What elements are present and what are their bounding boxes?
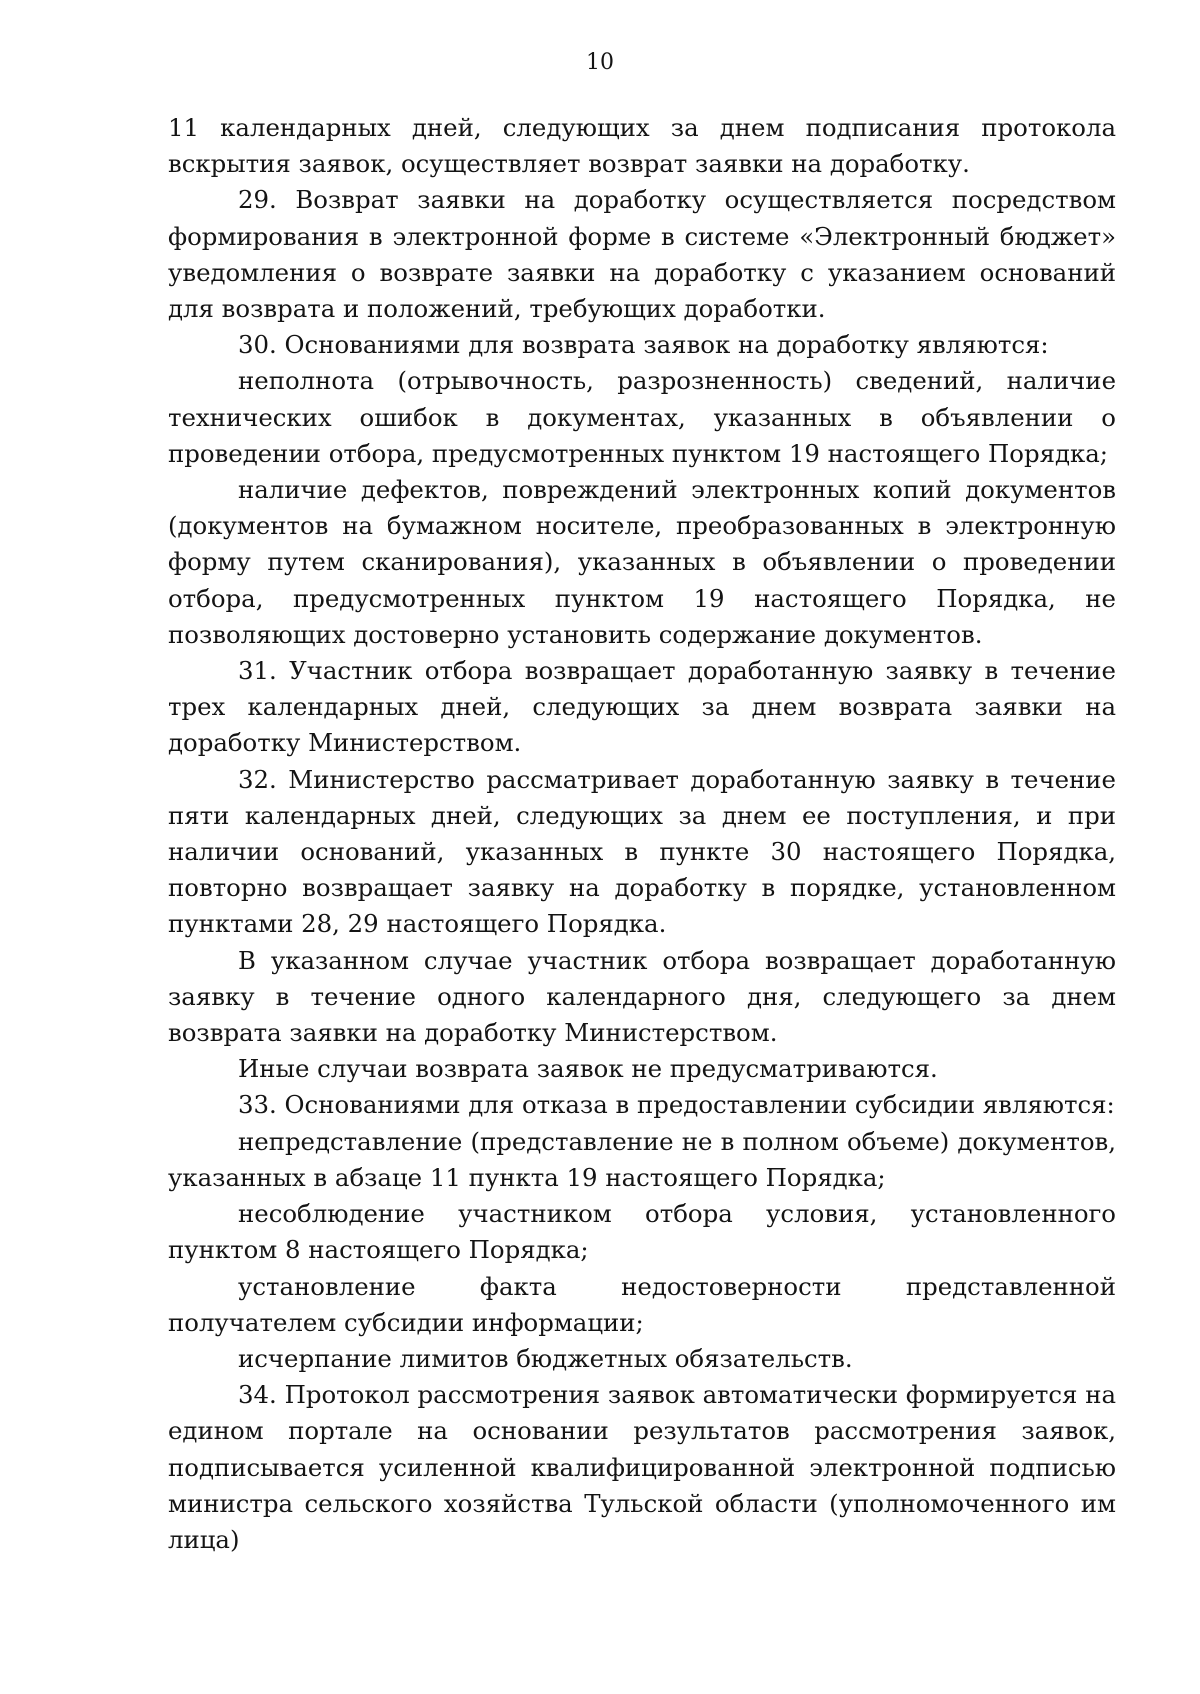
paragraph-other-cases: Иные случаи возврата заявок не предусматриваются. [238,1054,938,1084]
paragraph-item-33-ground-4: исчерпание лимитов бюджетных обязательств. [238,1343,853,1373]
paragraph-item-32-addendum: В указанном случае участник отбора возвращает доработанную заявку в течение одного календарного дня, следующего за днем возврата заявки на доработку Министерством. [168,945,1116,1048]
paragraph-continuation: 11 календарных дней, следующих за днем подписания протокола вскрытия заявок, осуществляет возврат заявки на доработку. [168,113,1116,179]
page-number: 10 [586,50,614,75]
paragraph-item-30-ground-1: неполнота (отрывочность, разрозненность) сведений, наличие технических ошибок в документах, указанных в объявлении о проведении отбора, предусмотренных пунктом 19 настоящего Порядка; [168,366,1116,468]
paragraph-item-32: 32. Министерство рассматривает доработанную заявку в течение пяти календарных дней, следующих за днем ее поступления, и при наличии оснований, указанных в пункте 30 настоящего Порядка, повторно возвращает заявку на доработку в порядке, установленном пунктами 28, 29 настоящего Порядка. [168,764,1116,939]
paragraph-item-34: 34. Протокол рассмотрения заявок автоматически формируется на едином портале на основании результатов рассмотрения заявок, подписывается усиленной квалифицированной электронной подписью министра сельского хозяйства Тульской области (уполномоченного им лица) [168,1380,1116,1554]
paragraph-item-33-ground-3: установление факта недостоверности представленной получателем субсидии информации; [168,1271,1116,1337]
paragraph-item-33-ground-1: непредставление (представление не в полном объеме) документов, указанных в абзаце 11 пункта 19 настоящего Порядка; [168,1126,1116,1192]
paragraph-item-30: 30. Основаниями для возврата заявок на доработку являются: [238,330,1049,360]
paragraph-item-30-ground-2: наличие дефектов, повреждений электронных копий документов (документов на бумажном носителе, преобразованных в электронную форму путем сканирования), указанных в объявлении о проведении отбора, предусмотренных пунктом 19 настоящего Порядка, не позволяющих достоверно установить содержание документов. [168,475,1116,649]
paragraph-item-29: 29. Возврат заявки на доработку осуществляется посредством формирования в электронной форме в системе «Электронный бюджет» уведомления о возврате заявки на доработку с указанием оснований для возврата и положений, требующих доработки. [168,185,1116,324]
paragraph-item-33: 33. Основаниями для отказа в предоставлении субсидии являются: [238,1090,1115,1120]
paragraph-item-31: 31. Участник отбора возвращает доработанную заявку в течение трех календарных дней, следующих за днем возврата заявки на доработку Министерством. [168,656,1116,758]
document-body [168,110,1116,1558]
paragraph-item-33-ground-2: несоблюдение участником отбора условия, установленного пунктом 8 настоящего Порядка; [168,1199,1116,1265]
